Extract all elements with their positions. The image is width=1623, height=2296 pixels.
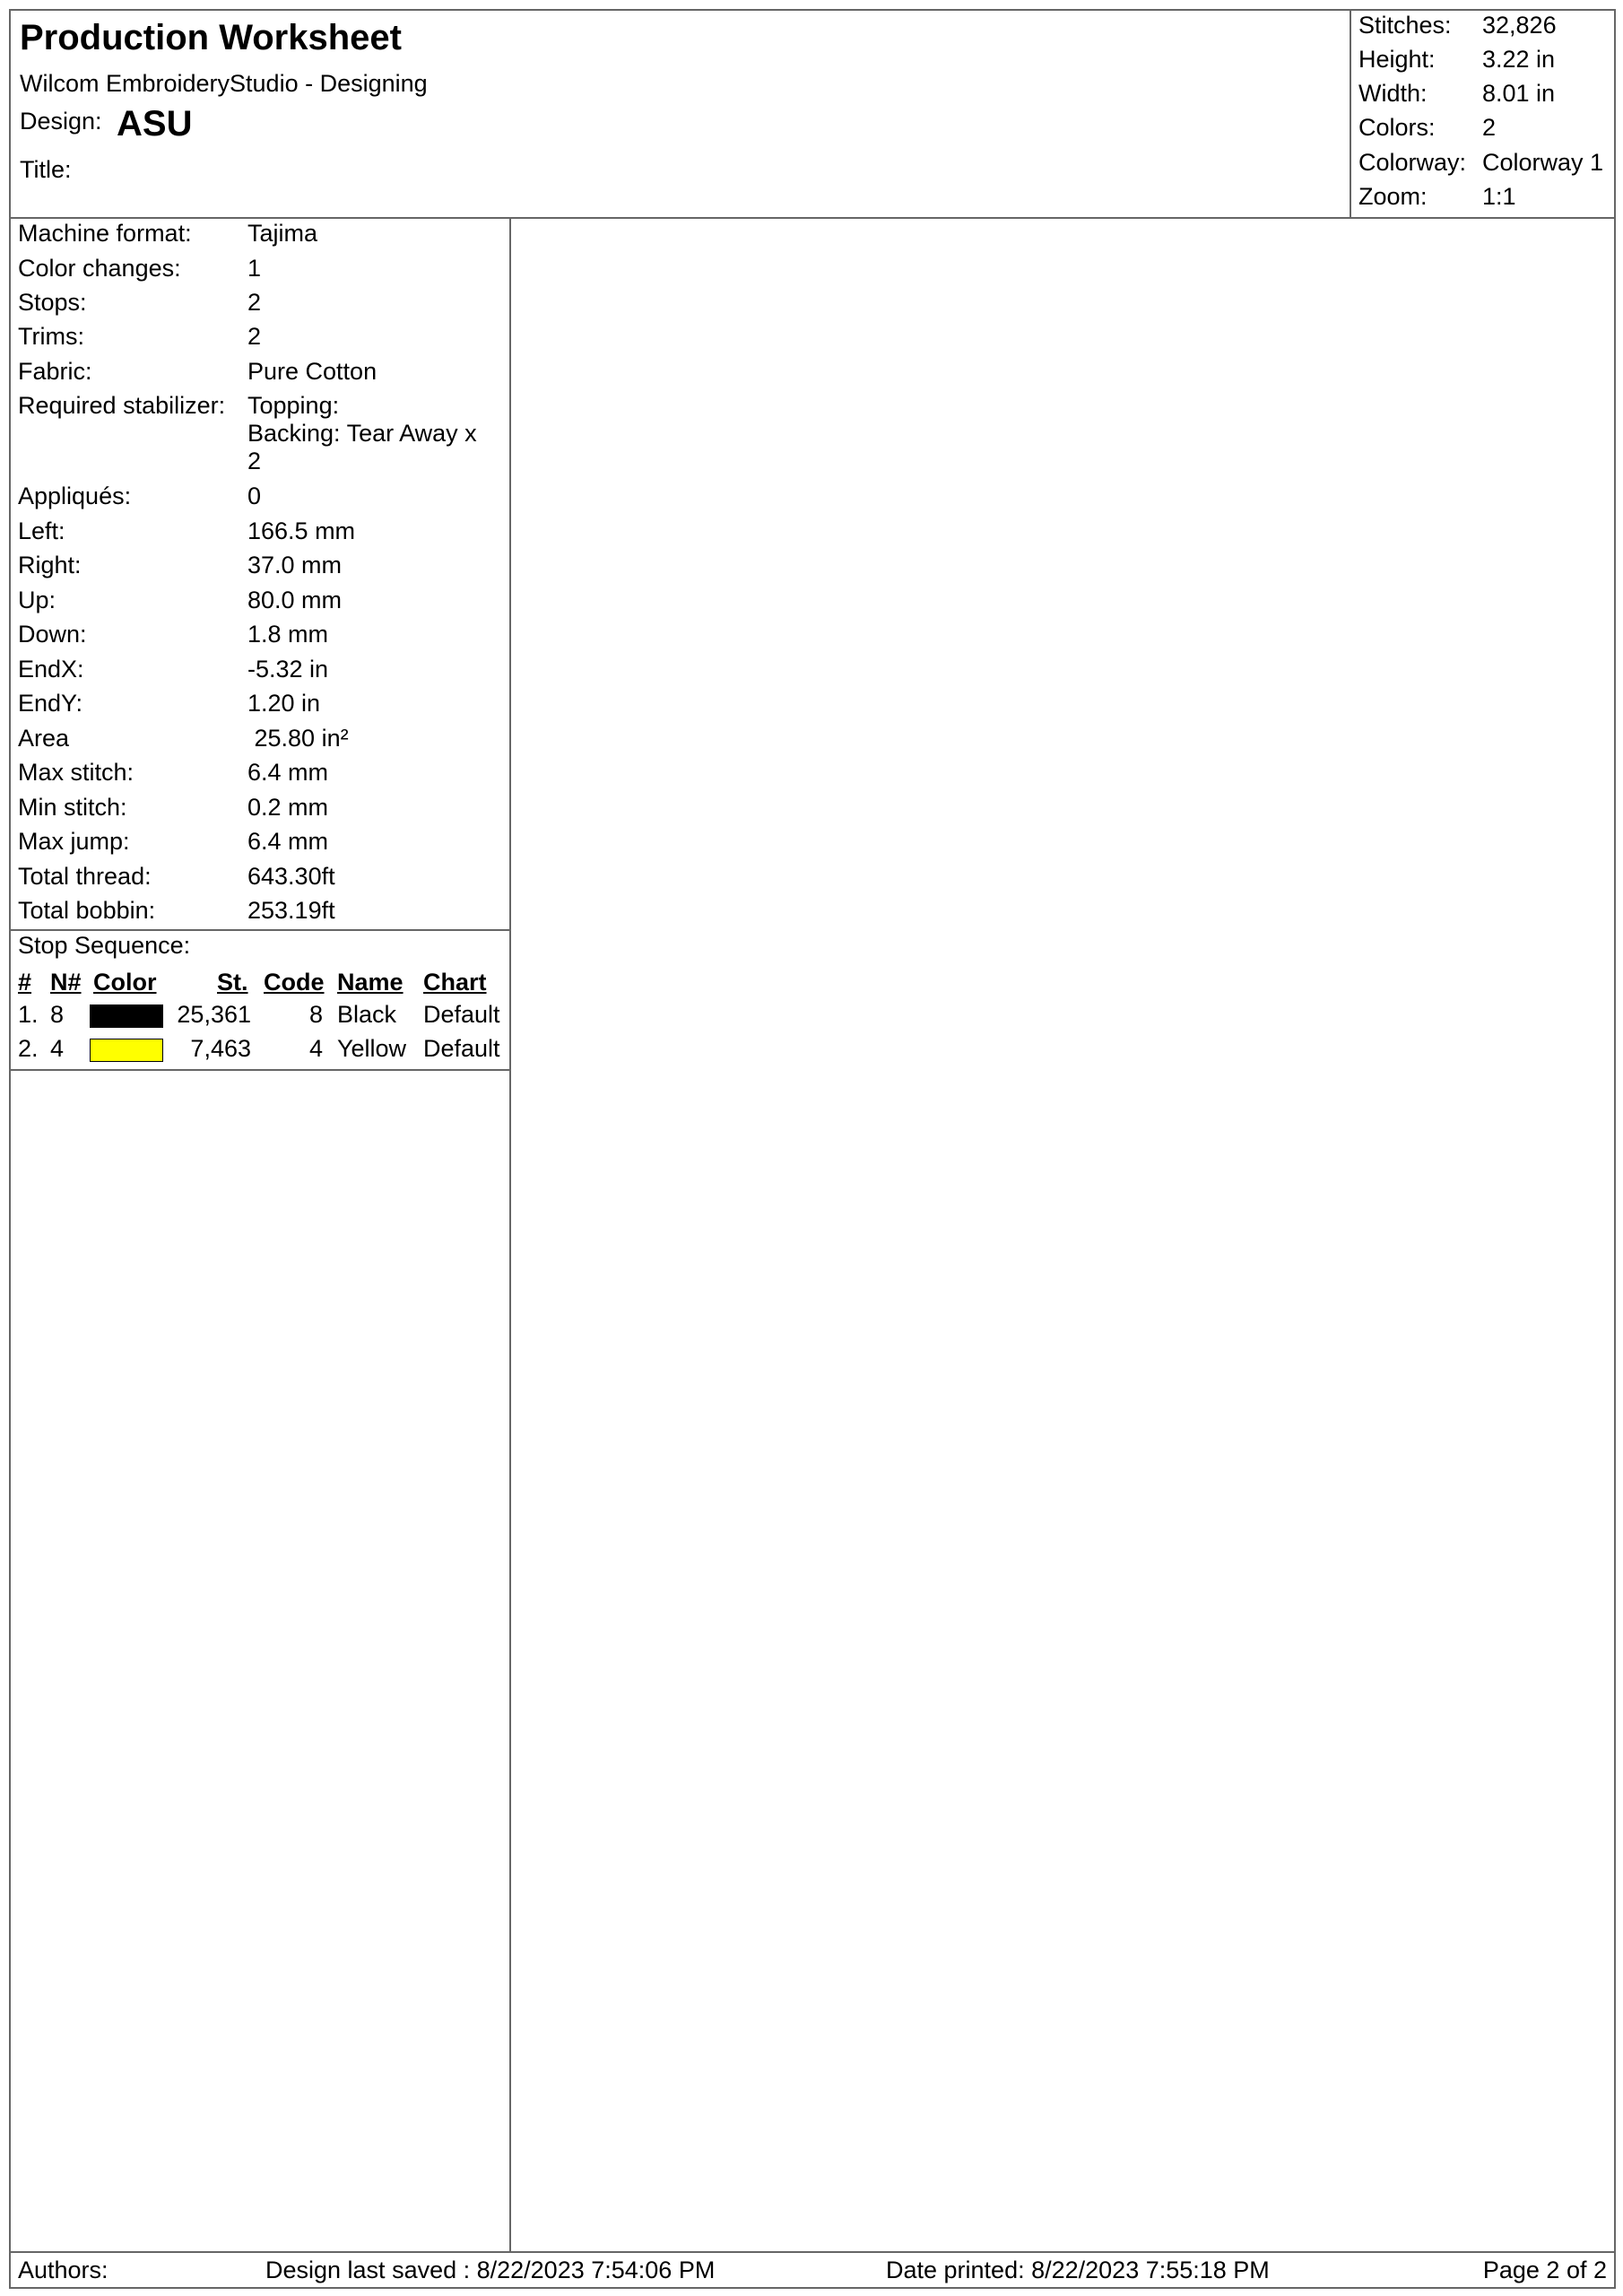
software-name: Wilcom EmbroideryStudio - Designing [20, 70, 428, 97]
prop-value: 80.0 mm [247, 587, 343, 613]
prop-value: 1.8 mm [247, 621, 329, 648]
seq-row-name: Yellow [337, 1035, 407, 1062]
seq-row-code: 4 [308, 1035, 323, 1062]
prop-label: Max jump: [18, 828, 130, 855]
seq-row-chart: Default [423, 1001, 500, 1028]
prop-value: 253.19ft [247, 897, 335, 924]
prop-label: Area [18, 725, 70, 752]
date-printed: Date printed: 8/22/2023 7:55:18 PM [886, 2257, 1270, 2283]
stat-value-stitches: 32,826 [1482, 12, 1557, 39]
title-label: Title: [20, 156, 72, 183]
prop-value: 2 [247, 448, 262, 474]
properties-panel [9, 217, 511, 2253]
prop-value: 166.5 mm [247, 517, 356, 544]
stat-label-width: Width: [1358, 80, 1428, 107]
prop-value: 1 [247, 255, 262, 282]
stat-label-colors: Colors: [1358, 114, 1436, 141]
stop-sequence-title: Stop Sequence: [18, 932, 191, 959]
seq-row-num: 1. [18, 1001, 39, 1028]
last-saved: Design last saved : 8/22/2023 7:54:06 PM [265, 2257, 716, 2283]
seq-row-needle: 4 [50, 1035, 65, 1062]
prop-label: Fabric: [18, 358, 92, 385]
prop-label: Stops: [18, 289, 87, 316]
stat-value-zoom: 1:1 [1482, 183, 1516, 210]
prop-value: 25.80 in² [247, 725, 349, 752]
prop-label: Appliqués: [18, 483, 132, 509]
stat-value-width: 8.01 in [1482, 80, 1556, 107]
prop-value: 6.4 mm [247, 828, 329, 855]
prop-label: Max stitch: [18, 759, 135, 786]
prop-value: Backing: Tear Away x [247, 420, 477, 447]
col-header-chart: Chart [423, 969, 487, 996]
prop-label: Down: [18, 621, 87, 648]
prop-value: 0.2 mm [247, 794, 329, 821]
stat-label-height: Height: [1358, 46, 1436, 73]
authors-label: Authors: [18, 2257, 108, 2283]
prop-value: -5.32 in [247, 656, 329, 683]
seq-row-num: 2. [18, 1035, 39, 1062]
seq-row-name: Black [337, 1001, 397, 1028]
col-header-code: Code [264, 969, 325, 996]
prop-value: 2 [247, 289, 262, 316]
col-header-num: # [18, 969, 32, 996]
prop-value: 37.0 mm [247, 552, 343, 578]
design-label: Design: [20, 108, 102, 135]
prop-value: 2 [247, 323, 262, 350]
color-swatch [90, 1004, 163, 1028]
color-swatch [90, 1039, 163, 1062]
col-header-stitches: St. [217, 969, 248, 996]
prop-label: Color changes: [18, 255, 181, 282]
design-preview-area [509, 217, 1616, 2253]
prop-value: Tajima [247, 220, 318, 247]
design-stats-box [1350, 9, 1616, 219]
stat-label-stitches: Stitches: [1358, 12, 1452, 39]
worksheet-footer [9, 2251, 1616, 2289]
col-header-name: Name [337, 969, 404, 996]
seq-row-stitches: 7,463 [190, 1035, 251, 1062]
prop-value: 643.30ft [247, 863, 335, 890]
prop-value: Pure Cotton [247, 358, 378, 385]
page-title: Production Worksheet [20, 18, 402, 57]
prop-value: 0 [247, 483, 262, 509]
stat-label-colorway: Colorway: [1358, 149, 1467, 176]
page-number: Page 2 of 2 [1482, 2257, 1607, 2283]
prop-label: Required stabilizer: [18, 392, 226, 419]
prop-label: Min stitch: [18, 794, 127, 821]
design-name: ASU [117, 104, 193, 144]
prop-label: Total thread: [18, 863, 152, 890]
stat-value-height: 3.22 in [1482, 46, 1556, 73]
prop-label: Right: [18, 552, 82, 578]
prop-value: Topping: [247, 392, 340, 419]
seq-row-chart: Default [423, 1035, 500, 1062]
seq-row-code: 8 [308, 1001, 323, 1028]
seq-row-stitches: 25,361 [177, 1001, 251, 1028]
col-header-needle: N# [50, 969, 82, 996]
col-header-color: Color [93, 969, 157, 996]
prop-value: 1.20 in [247, 690, 321, 717]
prop-label: Machine format: [18, 220, 192, 247]
stat-label-zoom: Zoom: [1358, 183, 1428, 210]
prop-label: Up: [18, 587, 56, 613]
stat-value-colorway: Colorway 1 [1482, 149, 1604, 176]
section-divider [11, 1069, 509, 1071]
prop-label: Total bobbin: [18, 897, 156, 924]
prop-label: EndY: [18, 690, 83, 717]
section-divider [11, 929, 509, 931]
prop-label: Left: [18, 517, 65, 544]
stat-value-colors: 2 [1482, 114, 1497, 141]
prop-value: 6.4 mm [247, 759, 329, 786]
seq-row-needle: 8 [50, 1001, 65, 1028]
prop-label: EndX: [18, 656, 84, 683]
prop-label: Trims: [18, 323, 84, 350]
